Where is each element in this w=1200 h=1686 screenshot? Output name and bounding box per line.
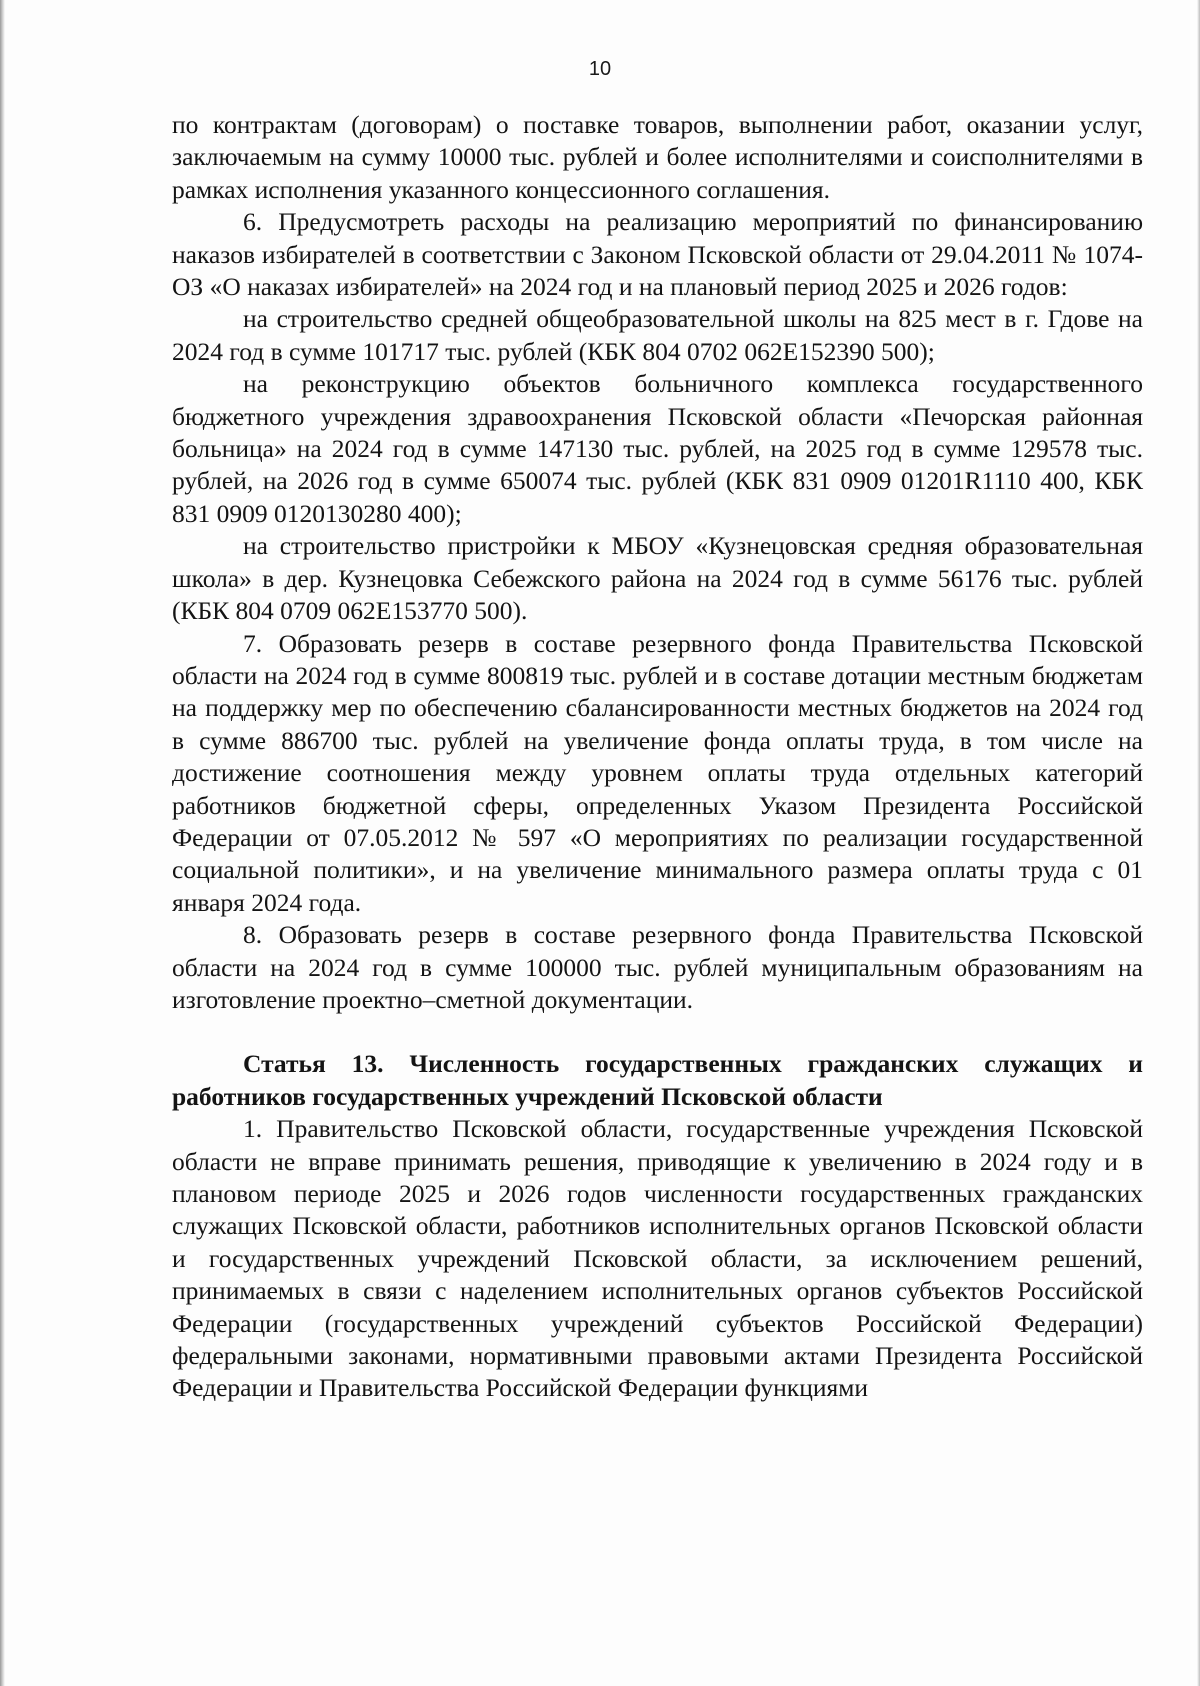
paragraph-item-7: 7. Образовать резерв в составе резервного фонда Правительства Псковской области на 2024 год в сумме 800819 тыс. рублей и в составе дотации местным бюджетам на поддержку мер по обеспечению сбалансированности местных бюджетов на 2024 год в сумме 886700 тыс. рублей на увеличение фонда оплаты труда, в том числе на достижение соотношения между уровнем оплаты труда отдельных категорий работников бюджетной сферы, определенных Указом Президента Российской Федерации от 07.05.2012 № 597 «О мероприятиях по реализации государственной социальной политики», и на увеличение минимального размера оплаты труда с 01 января 2024 года. (172, 628, 1143, 917)
paragraph-article-13-item-1: 1. Правительство Псковской области, государственные учреждения Псковской области не вправе принимать решения, приводящие к увеличению в 2024 году и в плановом периоде 2025 и 2026 годов численности государственных гражданских служащих Псковской области, работников исполнительных органов Псковской области и государственных учреждений Псковской области, за исключением решений, принимаемых в связи с наделением исполнительных органов субъектов Российской Федерации (государственных учреждений субъектов Российской Федерации) федеральными законами, нормативными правовыми актами Президента Российской Федерации и Правительства Российской Федерации функциями (172, 1114, 1143, 1403)
article-13-heading: Статья 13. Численность государственных гражданских служащих и работников государственных учреждений Псковской области (172, 1049, 1143, 1111)
paragraph-pechory-hospital: на реконструкцию объектов больничного комплекса государственного бюджетного учреждения здравоохранения Псковской области «Печорская районная больница» на 2024 год в сумме 147130 тыс. рублей, на 2025 год в сумме 129578 тыс. рублей, на 2026 год в сумме 650074 тыс. рублей (КБК 831 0909 01201R1110 400, КБК 831 0909 0120130280 400); (172, 369, 1143, 528)
paragraph-item-8: 8. Образовать резерв в составе резервного фонда Правительства Псковской области на 2024 год в сумме 100000 тыс. рублей муниципальным образованиям на изготовление проектно–сметной документации. (172, 920, 1143, 1014)
paragraph-gdov-school: на строительство средней общеобразовательной школы на 825 мест в г. Гдове на 2024 год в сумме 101717 тыс. рублей (КБК 804 0702 062Е152390 500); (172, 304, 1143, 366)
paragraph-kuznetsovka-school: на строительство пристройки к МБОУ «Кузнецовская средняя образовательная школа» в дер. Кузнецовка Себежского района на 2024 год в сумме 56176 тыс. рублей (КБК 804 0709 062Е153770 500). (172, 531, 1143, 626)
document-body (172, 109, 1143, 1405)
page-number: 10 (588, 58, 612, 80)
paragraph-item-6: 6. Предусмотреть расходы на реализацию мероприятий по финансированию наказов избирателей в соответствии с Законом Псковской области от 29.04.2011 № 1074-ОЗ «О наказах избирателей» на 2024 год и на плановый период 2025 и 2026 годов: (172, 207, 1143, 302)
paragraph-contracts-continuation: по контрактам (договорам) о поставке товаров, выполнении работ, оказании услуг, заключаемым на сумму 10000 тыс. рублей и более исполнителями и соисполнителями в рамках исполнения указанного концессионного соглашения. (172, 110, 1143, 204)
scan-left-edge (0, 0, 5, 1686)
